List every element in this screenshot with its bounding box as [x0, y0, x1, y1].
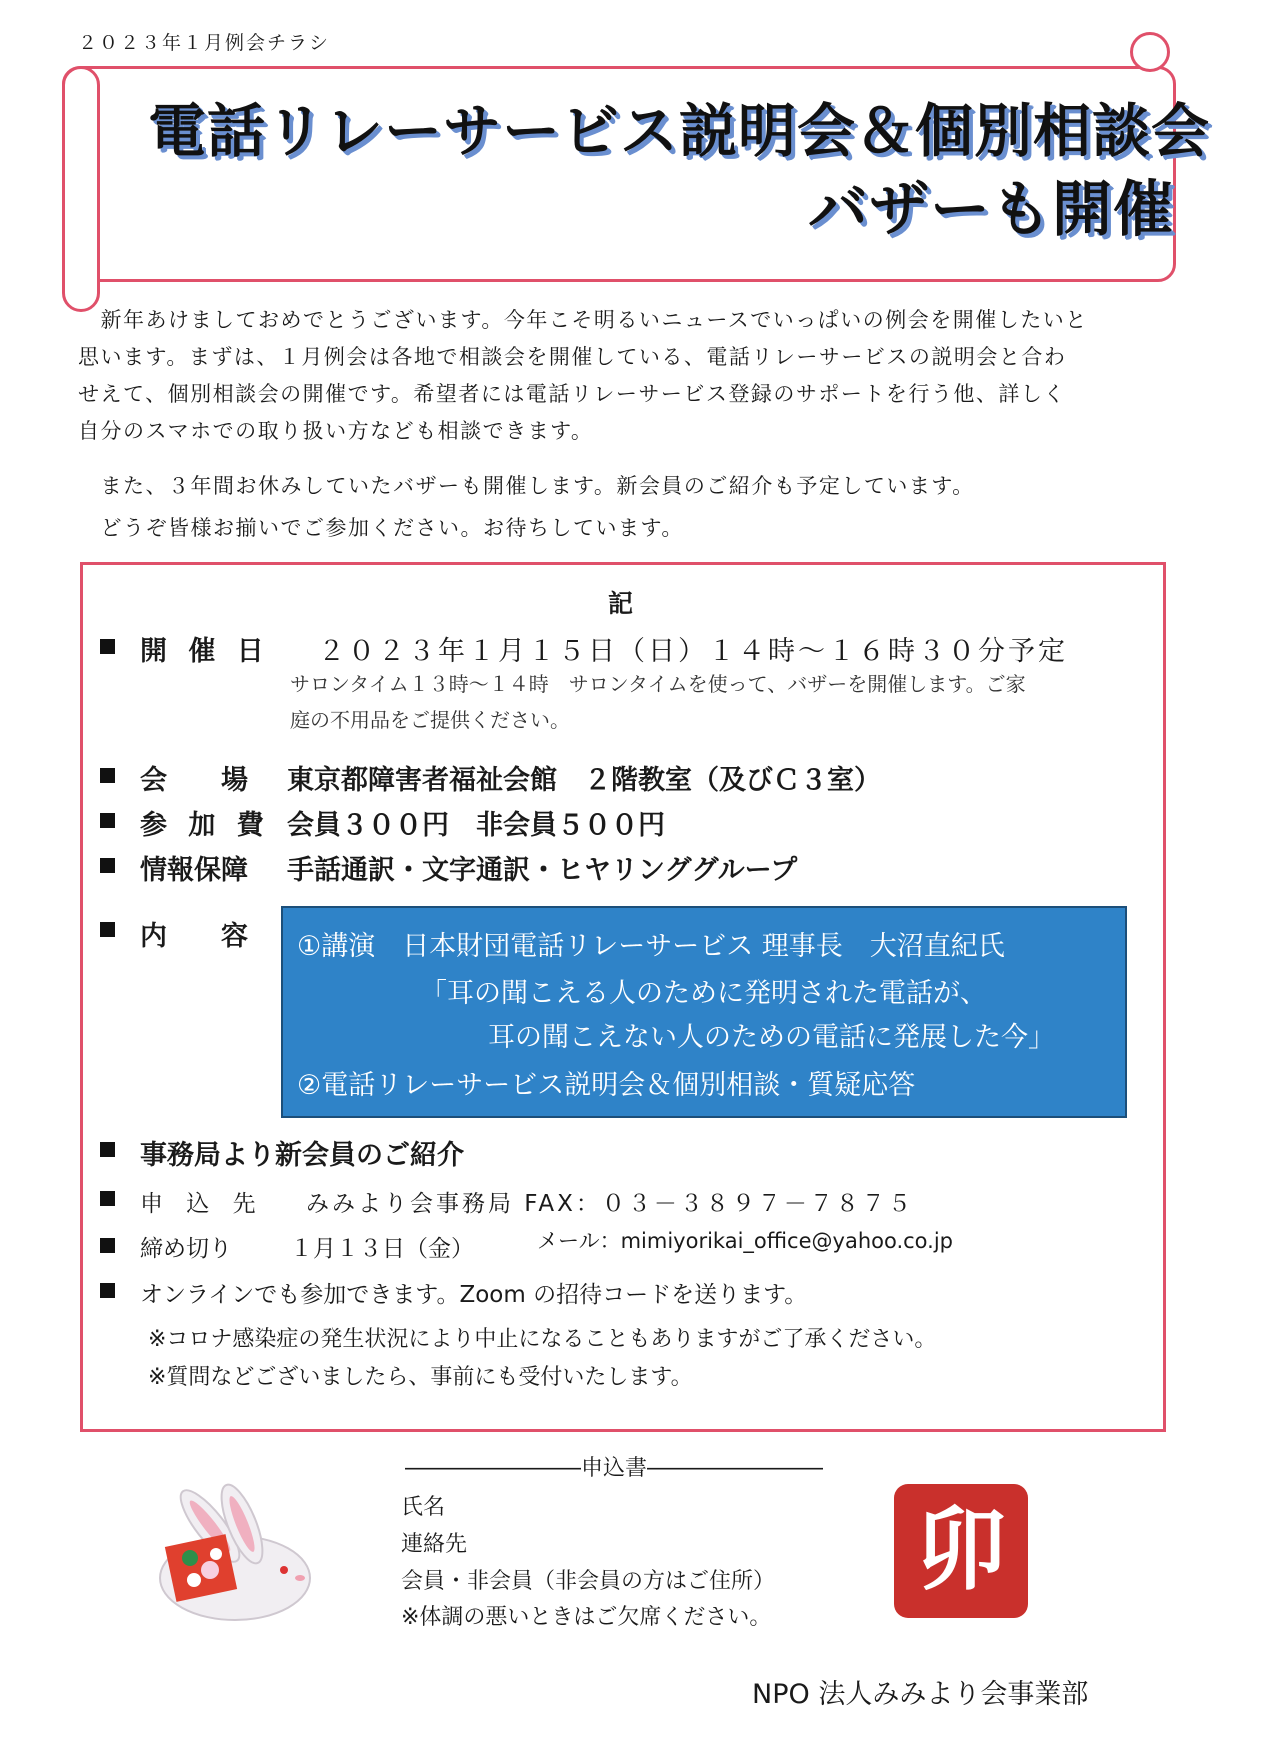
- deadline-label: 締め切り: [140, 1236, 232, 1262]
- bullet-icon: [100, 1191, 115, 1206]
- date-label: 開 催 日: [140, 636, 270, 667]
- venue-value: 東京都障害者福祉会館 ２階教室（及びＣ３室）: [287, 765, 881, 796]
- bullet-icon: [100, 1238, 115, 1253]
- fee-value: 会員３００円 非会員５００円: [287, 810, 665, 841]
- content-line: ①講演 日本財団電話リレーサービス 理事長 大沼直紀氏: [297, 931, 1005, 962]
- application-member: 会員・非会員（非会員の方はご住所）: [401, 1569, 776, 1594]
- email-address: メール：mimiyorikai_office@yahoo.co.jp: [537, 1229, 953, 1253]
- greeting-line: どうぞ皆様お揃いでご参加ください。お待ちしています。: [78, 516, 684, 540]
- scroll-curl-left: [62, 66, 100, 312]
- greeting-line: せえて、個別相談会の開催です。希望者には電話リレーサービス登録のサポートを行う他、詳しく: [78, 382, 1066, 406]
- bullet-icon: [100, 813, 115, 828]
- rabbit-illustration: [150, 1478, 320, 1626]
- greeting-line: 自分のスマホでの取り扱い方なども相談できます。: [78, 419, 594, 443]
- date-value: ２０２３年１月１５日（日）１４時～１６時３０分予定: [318, 636, 1068, 667]
- footer-org: NPO 法人みみより会事業部: [752, 1679, 1089, 1710]
- banner-title-line1: 電話リレーサービス説明会＆個別相談会: [148, 97, 1211, 165]
- covid-note: ※コロナ感染症の発生状況により中止になることもありますがご了承ください。: [148, 1327, 937, 1352]
- content-line: 耳の聞こえない人のための電話に発展した今」: [488, 1022, 1055, 1053]
- flyer-label: ２０２３年１月例会チラシ: [78, 32, 331, 54]
- bullet-icon: [100, 922, 115, 937]
- content-line: 「耳の聞こえる人のために発明された電話が、: [420, 978, 987, 1009]
- bullet-icon: [100, 768, 115, 783]
- support-value: 手話通訳・文字通訳・ヒヤリンググループ: [287, 855, 798, 886]
- deadline-value: １月１３日（金）: [290, 1236, 474, 1262]
- greeting-line: 新年あけましておめでとうございます。今年こそ明るいニュースでいっぱいの例会を開催したいと: [78, 308, 1088, 332]
- venue-label: 会 場: [140, 765, 248, 796]
- application-note: ※体調の悪いときはご欠席ください。: [401, 1605, 772, 1630]
- application-heading: ――――――――申込書――――――――: [404, 1456, 823, 1481]
- scroll-curl-right: [1130, 32, 1170, 72]
- bullet-icon: [100, 1142, 115, 1157]
- content-line: ②電話リレーサービス説明会＆個別相談・質疑応答: [297, 1070, 916, 1101]
- support-label: 情報保障: [140, 855, 248, 886]
- application-name: 氏名: [401, 1495, 446, 1520]
- greeting-line: 思います。まずは、１月例会は各地で相談会を開催している、電話リレーサービスの説明会と合わ: [78, 345, 1067, 369]
- apply-label: 申 込 先: [140, 1191, 264, 1217]
- fee-label: 参 加 費: [140, 810, 270, 841]
- apply-value: みみより会事務局 FAX：０３－３８９７－７８７５: [306, 1191, 914, 1217]
- online-note: オンラインでも参加できます。Zoom の招待コードを送ります。: [140, 1282, 808, 1308]
- banner-title-line2: バザーも開催: [808, 175, 1174, 245]
- bullet-icon: [100, 1283, 115, 1298]
- date-note: サロンタイム１３時～１４時 サロンタイムを使って、バザーを開催します。ご家: [290, 672, 1026, 696]
- bullet-icon: [100, 858, 115, 873]
- date-note: 庭の不用品をご提供ください。: [290, 708, 570, 732]
- application-contact: 連絡先: [401, 1532, 468, 1557]
- content-label: 内 容: [140, 921, 248, 952]
- greeting-line: また、３年間お休みしていたバザーも開催します。新会員のご紹介も予定しています。: [78, 474, 975, 498]
- stamp-character: 卯: [916, 1498, 1006, 1603]
- question-note: ※質問などございましたら、事前にも受付いたします。: [148, 1365, 693, 1390]
- bullet-icon: [100, 639, 115, 654]
- new-members: 事務局より新会員のご紹介: [140, 1140, 464, 1171]
- ki-heading: 記: [608, 589, 634, 618]
